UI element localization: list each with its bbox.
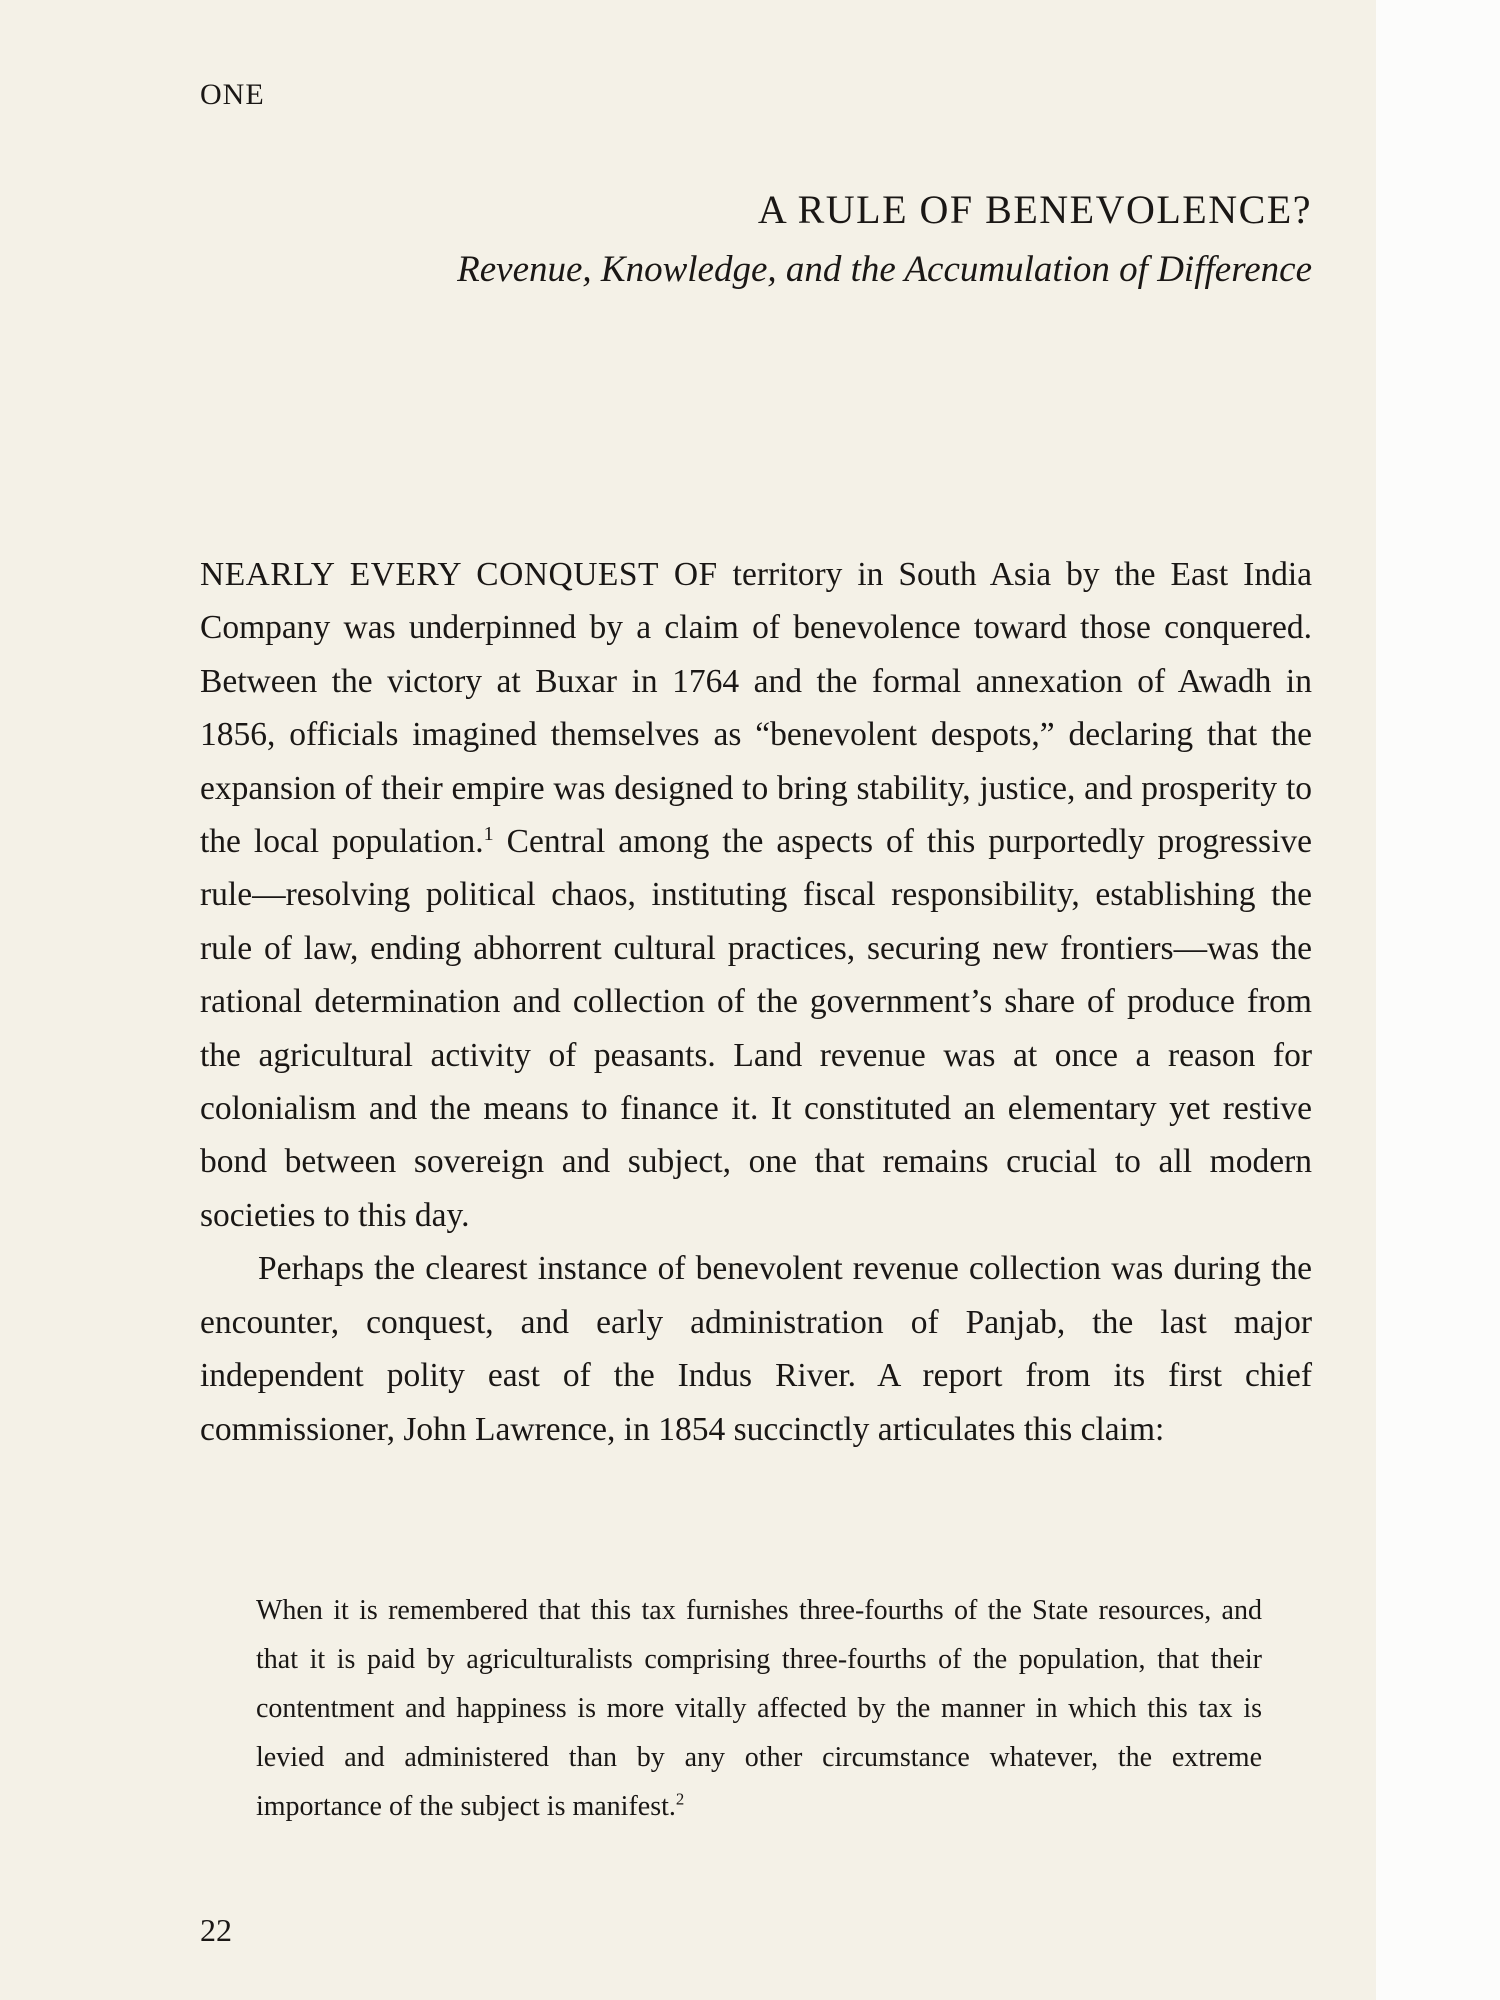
- footnote-ref-1: 1: [483, 822, 494, 845]
- paragraph-1: [200, 548, 1312, 1242]
- footnote-ref-2: 2: [675, 1789, 685, 1809]
- quote-text: When it is remembered that this tax furnishes three-fourths of the State resources, and that it is paid by agriculturalists comprising three-fourths of the population, that their contentment and happiness is more vitally affected by the manner in which this tax is levied and administered than by any other circumstance whatever, the extreme importance of the subject is manifest.: [256, 1595, 1262, 1822]
- chapter-label: ONE: [200, 78, 265, 111]
- block-quote: [256, 1586, 1262, 1831]
- paragraph-1-text-continued: Central among the aspects of this purportedly progressive rule—resolving political chaos, instituting fiscal responsibility, establishing the rule of law, ending abhorrent cultural practices, securing new frontiers—was the rational determination and collection of the government’s share of produce from the agricultural activity of peasants. Land revenue was at once a reason for colonialism and the means to finance it. It constituted an elementary yet restive bond between sovereign and subject, one that remains crucial to all modern societies to this day.: [200, 823, 1312, 1234]
- paragraph-1-text: territory in South Asia by the East India Company was underpinned by a claim of benevolence toward those conquered. Between the victory at Buxar in 1764 and the formal annexation of Awadh in 1856, officials imagined themselves as “benevolent despots,” declaring that the expansion of their empire was designed to bring stability, justice, and prosperity to the local population.: [200, 556, 1312, 861]
- chapter-title: A RULE OF BENEVOLENCE?: [757, 187, 1312, 232]
- body-text: [200, 548, 1312, 1456]
- lead-in: NEARLY EVERY CONQUEST OF: [200, 556, 718, 593]
- page-margin-strip: [1376, 0, 1500, 2000]
- paragraph-2: Perhaps the clearest instance of benevolent revenue collection was during the encounter, conquest, and early administration of Panjab, the last major independent polity east of the Indus River. A report from its first chief commissioner, John Lawrence, in 1854 succinctly articulates this claim:: [200, 1250, 1312, 1448]
- chapter-subtitle: Revenue, Knowledge, and the Accumulation of Difference: [457, 249, 1312, 290]
- page-number: 22: [200, 1912, 232, 1948]
